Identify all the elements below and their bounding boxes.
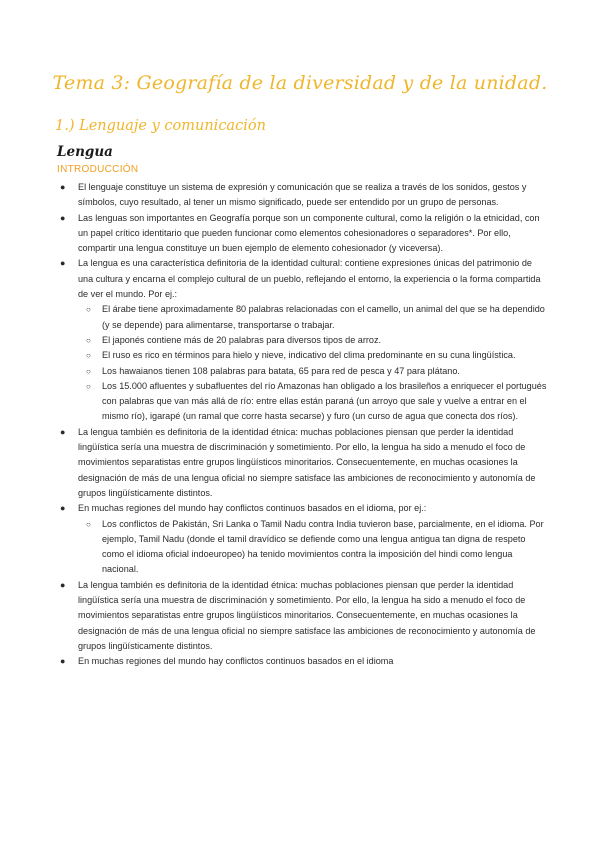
sub-list-item (78, 517, 547, 578)
sub-bullet-list (78, 302, 547, 424)
bullet-dot-icon: ● (60, 258, 66, 269)
section-heading: 1.) Lenguaje y comunicación (55, 118, 266, 134)
intro-heading: INTRODUCCIÓN (57, 164, 139, 175)
bullet-dot-icon: ● (60, 656, 66, 667)
bullet-list (57, 180, 547, 670)
list-item-text: En muchas regiones del mundo hay conflictos continuos basados en el idioma (78, 656, 394, 667)
bullet-circle-icon: ○ (86, 519, 91, 529)
sub-list-item-text: Los conflictos de Pakistán, Sri Lanka o Tamil Nadu contra India tuvieron base, parcialmente, en el idioma. Por ejemplo, Tamil Nadu (donde el tamil dravídico se defiende como una lengua antigua tan digna de respeto como el idioma oficial indoeuropeo) ha tenido movimientos contra la imposición del hindi como lengua nacional. (102, 518, 544, 575)
bullet-circle-icon: ○ (86, 366, 91, 376)
list-item (57, 425, 547, 501)
content-body (57, 180, 547, 670)
page-title: Tema 3: Geografía de la diversidad y de la unidad. (52, 72, 548, 94)
sub-list-item-text: Los 15.000 afluentes y subafluentes del río Amazonas han obligado a los brasileños a enriquecer el portugués con palabras que van más allá de río: entre ellas están paraná (un arroyo que sale y vuelve a entrar en el mismo río), igarapé (un ramal que corre hasta secarse) y furo (un curso de agua que conecta dos ríos). (102, 380, 547, 422)
subsection-heading: Lengua (57, 144, 113, 160)
sub-list-item (78, 333, 547, 348)
sub-bullet-list (78, 517, 547, 578)
list-item-text: Las lenguas son importantes en Geografía porque son un componente cultural, como la religión o la etnicidad, con un papel crítico identitario que pueden funcionar como elementos cohesionadores o separadores*. Por ello, compartir una lengua constituye un buen ejemplo de elemento cohesionador (y viceversa). (78, 212, 540, 254)
list-item-text: La lengua también es definitoria de la identidad étnica: muchas poblaciones piensan que perder la identidad lingüística sería una muestra de discriminación y sometimiento. Por ello, la lengua ha sido a menudo el foco de movimientos separatistas entre grupos lingüísticos minoritarios. Consecuentemente, en muchas ocasiones la designación de más de una lengua oficial no siempre satisface las ambiciones de reconocimiento y autonomía de grupos lingüísticamente distintos. (78, 426, 536, 498)
sub-list-item-text: Los hawaianos tienen 108 palabras para batata, 65 para red de pesca y 47 para plátano. (102, 365, 460, 376)
list-item-text: La lengua es una característica definitoria de la identidad cultural: contiene expresiones únicas del patrimonio de una cultura y encarna el complejo cultural de un pueblo, reflejando el entorno, la experiencia o la forma compartida de ver el mundo. Por ej.: (78, 258, 541, 300)
bullet-circle-icon: ○ (86, 351, 91, 361)
list-item (57, 501, 547, 577)
sub-list-item-text: El árabe tiene aproximadamente 80 palabras relacionadas con el camello, un animal del que se ha dependido (y se depende) para alimentarse, transportarse o trabajar. (102, 304, 545, 330)
sub-list-item (78, 302, 547, 333)
list-item (57, 211, 547, 257)
list-item (57, 654, 547, 669)
bullet-dot-icon: ● (60, 579, 66, 590)
bullet-dot-icon: ● (60, 212, 66, 223)
sub-list-item (78, 348, 547, 363)
list-item (57, 578, 547, 654)
sub-list-item-text: El japonés contiene más de 20 palabras para diversos tipos de arroz. (102, 334, 382, 345)
sub-list-item (78, 364, 547, 379)
bullet-circle-icon: ○ (86, 305, 91, 315)
bullet-dot-icon: ● (60, 426, 66, 437)
bullet-circle-icon: ○ (86, 335, 91, 345)
bullet-circle-icon: ○ (86, 381, 91, 391)
bullet-dot-icon: ● (60, 182, 66, 192)
sub-list-item-text: El ruso es rico en términos para hielo y nieve, indicativo del clima predominante en su cuna lingüística. (102, 350, 516, 361)
list-item-text: El lenguaje constituye un sistema de expresión y comunicación que se realiza a través de los sonidos, gestos y símbolos, cuyo resultado, al tener un mismo significado, puede ser entendido por un grupo de personas. (78, 182, 527, 208)
list-item (57, 180, 547, 211)
sub-list-item (78, 379, 547, 425)
list-item-text: En muchas regiones del mundo hay conflictos continuos basados en el idioma, por ej.: (78, 503, 427, 514)
bullet-dot-icon: ● (60, 503, 66, 514)
list-item (57, 256, 547, 424)
list-item-text: La lengua también es definitoria de la identidad étnica: muchas poblaciones piensan que perder la identidad lingüística sería una muestra de discriminación y sometimiento. Por ello, la lengua ha sido a menudo el foco de movimientos separatistas entre grupos lingüísticos minoritarios. Consecuentemente, en muchas ocasiones la designación de más de una lengua oficial no siempre satisface las ambiciones de reconocimiento y autonomía de grupos lingüísticamente distintos. (78, 579, 536, 651)
